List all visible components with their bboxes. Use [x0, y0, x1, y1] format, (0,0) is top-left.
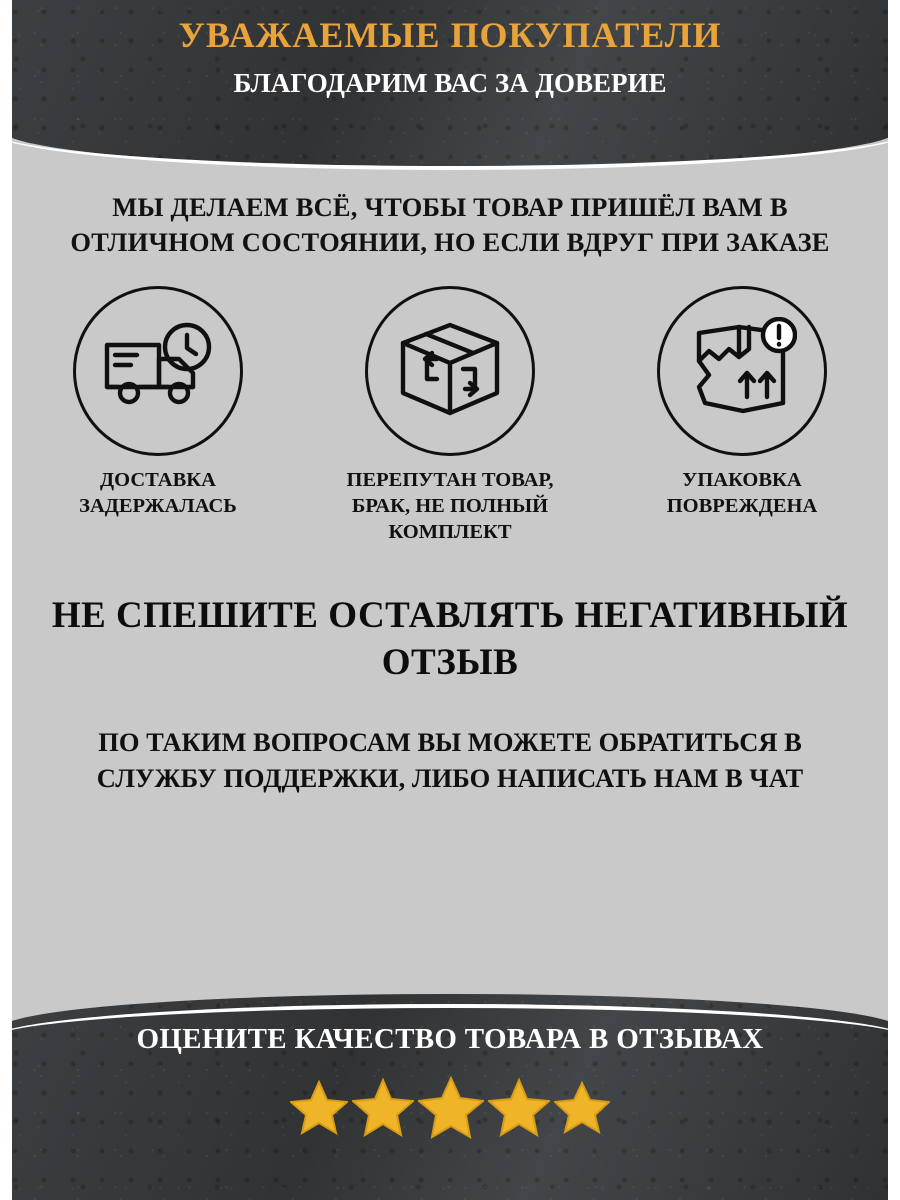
- issues-row: [12, 286, 888, 545]
- issue-icon-circle: [73, 286, 243, 456]
- right-page-margin: [888, 0, 900, 1200]
- support-text: ПО ТАКИМ ВОПРОСАМ ВЫ МОЖЕТЕ ОБРАТИТЬСЯ В СЛУЖБУ ПОДДЕРЖКИ, ЛИБО НАПИСАТЬ НАМ В ЧАТ: [96, 727, 804, 793]
- lead-paragraph: МЫ ДЕЛАЕМ ВСЁ, ЧТОБЫ ТОВАР ПРИШЁЛ ВАМ В ОТЛИЧНОМ СОСТОЯНИИ, НО ЕСЛИ ВДРУГ ПРИ ЗАКАЗЕ: [70, 192, 830, 258]
- main-content: [12, 190, 888, 796]
- damaged-package-icon: [687, 317, 797, 426]
- header-title: УВАЖАЕМЫЕ ПОКУПАТЕЛИ: [178, 15, 722, 55]
- star-rating[interactable]: [0, 1075, 900, 1144]
- header: [0, 16, 900, 99]
- star-icon[interactable]: [488, 1077, 550, 1142]
- star-icon[interactable]: [554, 1080, 610, 1139]
- issue-caption: ПЕРЕПУТАН ТОВАР, БРАК, НЕ ПОЛНЫЙ КОМПЛЕКТ: [346, 469, 554, 543]
- issue-item-damaged-package: [622, 286, 862, 519]
- box-return-arrow-icon: [391, 317, 509, 426]
- issue-icon-circle: [657, 286, 827, 456]
- footer-title: ОЦЕНИТЕ КАЧЕСТВО ТОВАРА В ОТЗЫВАХ: [136, 1023, 764, 1055]
- issue-caption: УПАКОВКА ПОВРЕЖДЕНА: [666, 469, 818, 518]
- footer: [0, 1022, 900, 1144]
- statement-text: НЕ СПЕШИТЕ ОСТАВЛЯТЬ НЕГАТИВНЫЙ ОТЗЫВ: [51, 595, 849, 684]
- star-icon[interactable]: [290, 1079, 348, 1140]
- header-subtitle: БЛАГОДАРИМ ВАС ЗА ДОВЕРИЕ: [233, 67, 667, 98]
- issue-item-delivery: [38, 286, 278, 519]
- issue-caption: ДОСТАВКА ЗАДЕРЖАЛАСЬ: [79, 469, 237, 518]
- left-page-margin: [0, 0, 12, 1200]
- star-icon[interactable]: [418, 1075, 484, 1144]
- issue-icon-circle: [365, 286, 535, 456]
- star-icon[interactable]: [352, 1077, 414, 1142]
- issue-item-wrong-goods: [330, 286, 570, 545]
- delivery-truck-clock-icon: [99, 321, 217, 422]
